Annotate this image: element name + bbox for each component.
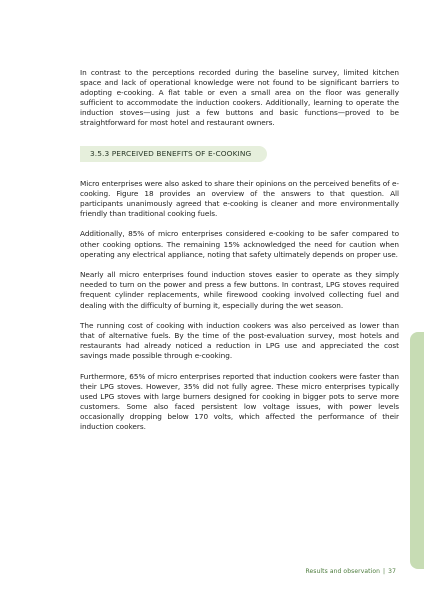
body-paragraph: Furthermore, 65% of micro enterprises reported that induction cookers were faster than their LPG stoves. However, 35% did not fully agree. These micro enterprises typically used LPG stoves with large burners designed for cooking in bigger pots to serve more customers. Some also faced persistent low voltage issues, with power levels occasionally dropping below 170 volts, which affected the performance of their induction cookers. (80, 371, 399, 432)
section-heading: 3.5.3 PERCEIVED BENEFITS OF E-COOKING (80, 146, 267, 162)
body-paragraph: The running cost of cooking with induction cookers was also perceived as lower than that of alternative fuels. By the time of the post-evaluation survey, most hotels and restaurants had already noticed a reduction in LPG use and appreciated the cost savings made possible through e-cooking. (80, 321, 399, 361)
intro-paragraph: In contrast to the perceptions recorded during the baseline survey, limited kitchen space and lack of operational knowledge were not found to be significant barriers to adopting e-cooking. A flat table or even a small area on the floor was generally sufficient to accommodate the induction cookers. Additionally, learning to operate the induction stoves—using just a few buttons and basic functions—proved to be straightforward for most hotel and restaurant owners. (80, 68, 399, 128)
body-paragraph: Additionally, 85% of micro enterprises considered e-cooking to be safer compared to other cooking options. The remaining 15% acknowledged the need for caution when operating any electrical appliance, noting that safety ultimately depends on proper use. (80, 229, 399, 259)
chapter-side-tab (410, 332, 424, 569)
footer-section-label: Results and observation (305, 568, 381, 575)
body-paragraph: Nearly all micro enterprises found induction stoves easier to operate as they simply needed to turn on the power and press a few buttons. In contrast, LPG stoves required frequent cylinder replacements, while firewood cooking involved collecting fuel and dealing with the difficulty of burning it, especially during the wet season. (80, 270, 399, 310)
footer-separator: | (383, 568, 386, 575)
body-paragraph: Micro enterprises were also asked to share their opinions on the perceived benefits of e-cooking. Figure 18 provides an overview of the answers to that question. All participants unanimously agreed that e-cooking is cleaner and more environmentally friendly than traditional cooking fuels. (80, 178, 399, 218)
page-number: 37 (388, 568, 396, 575)
page-content (80, 68, 399, 433)
page-footer (305, 568, 396, 575)
